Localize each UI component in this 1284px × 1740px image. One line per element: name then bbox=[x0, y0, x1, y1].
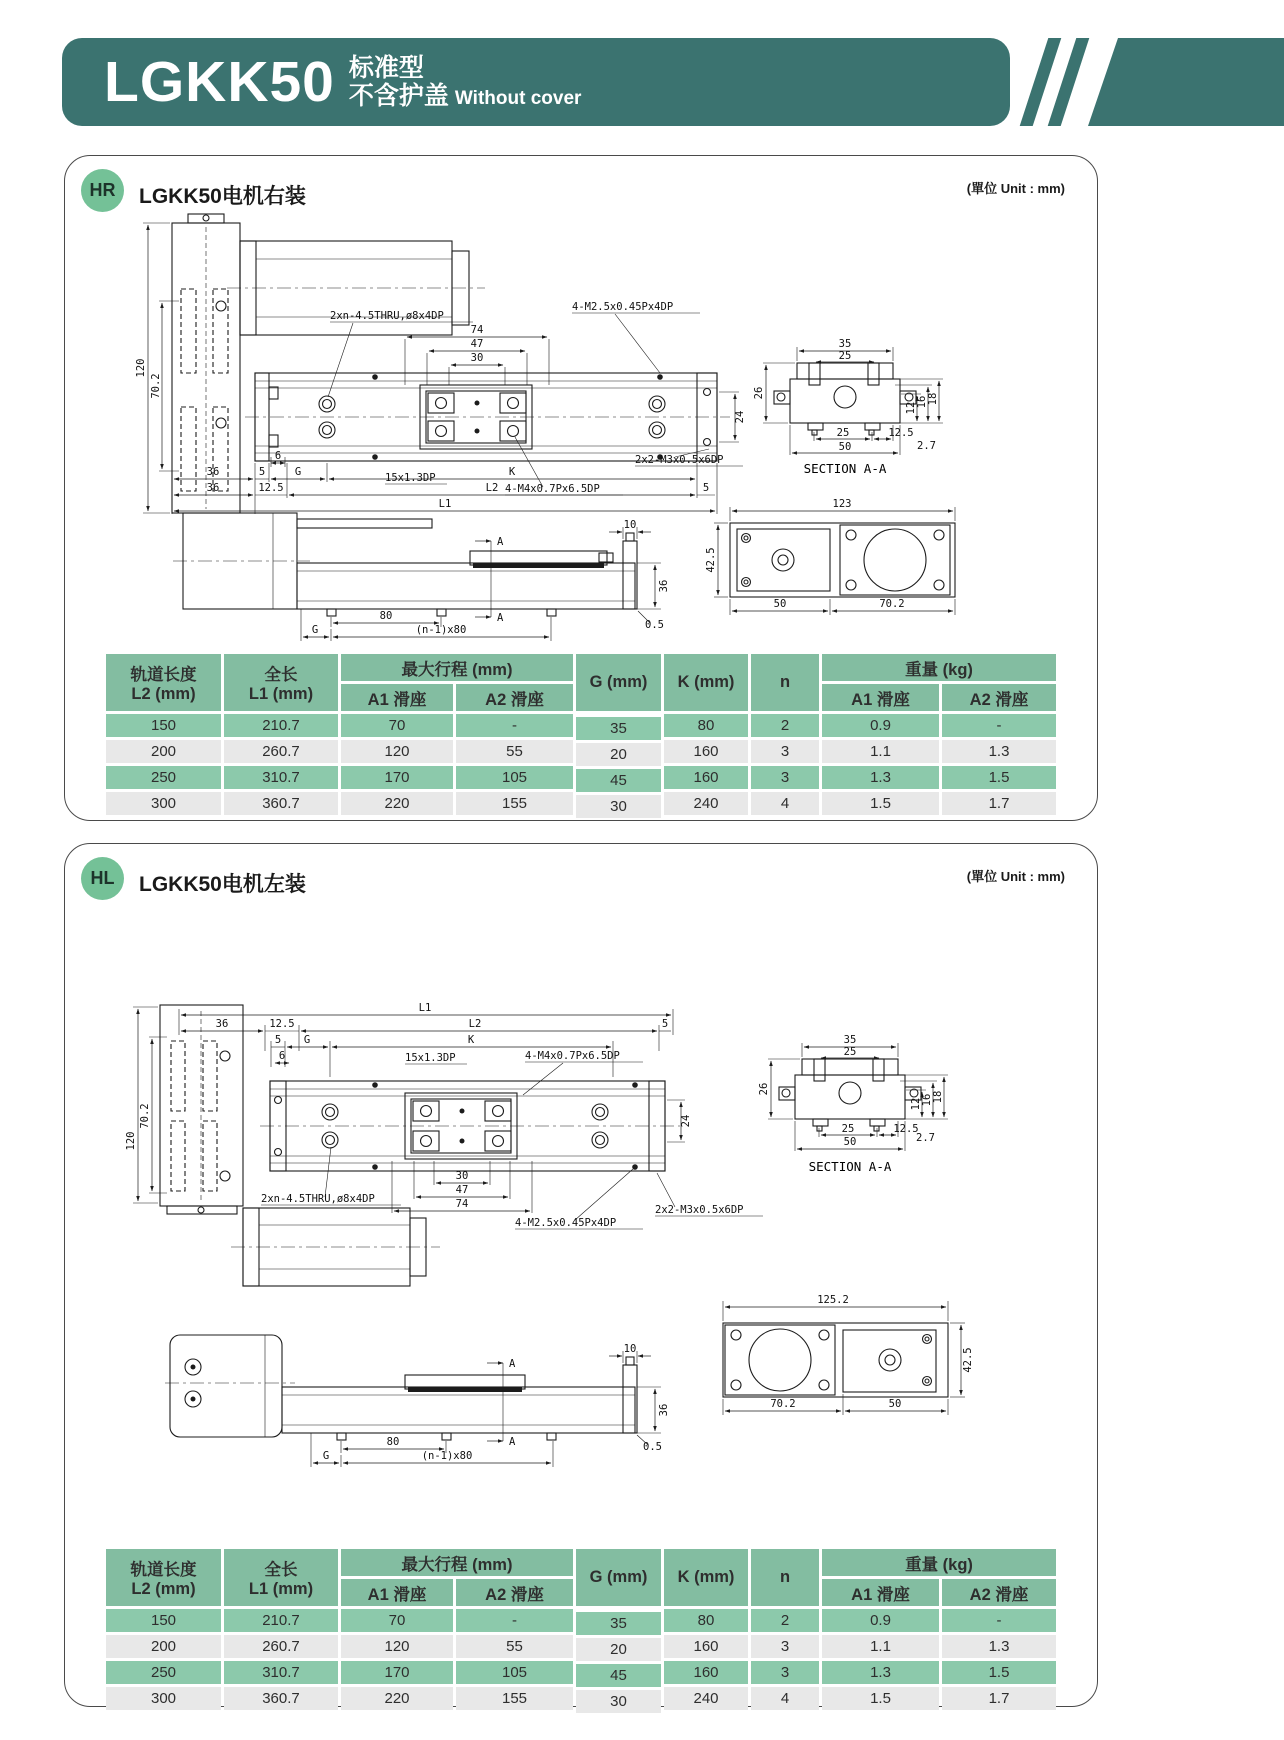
dim-label: 10 bbox=[623, 1343, 637, 1355]
thread-label: 4-M2.5x0.45Px4DP bbox=[515, 1217, 617, 1229]
table-cell: 1.5 bbox=[822, 792, 939, 815]
table-cell: 250 bbox=[106, 766, 221, 789]
thread-label: 4-M4x0.7Px6.5DP bbox=[525, 1050, 620, 1062]
dim-label: L2 bbox=[468, 1018, 482, 1030]
col-header-g: G (mm) bbox=[576, 654, 661, 711]
col-header-weight-a2: A2 滑座 bbox=[942, 684, 1056, 711]
dim-label: 25 bbox=[843, 1046, 857, 1058]
table-cell: 1.3 bbox=[822, 766, 939, 789]
table-cell: 160 bbox=[664, 1635, 748, 1658]
table-cell: 55 bbox=[456, 740, 573, 763]
dim-label: 120 bbox=[135, 358, 147, 378]
table-cell: 310.7 bbox=[224, 766, 338, 789]
dim-label: 42.5 bbox=[705, 547, 717, 573]
table-cell: 210.7 bbox=[224, 1609, 338, 1632]
col-header-total-length: 全长 L1 (mm) bbox=[224, 1549, 338, 1606]
thread-label: 4-M4x0.7Px6.5DP bbox=[505, 483, 600, 495]
section-arrow-label: A bbox=[509, 1436, 516, 1448]
table-cell: 80 bbox=[664, 714, 748, 737]
col-header-weight: 重量 (kg) bbox=[822, 1549, 1056, 1576]
dim-label: 2.7 bbox=[917, 440, 936, 452]
dim-label: 50 bbox=[773, 598, 787, 610]
dim-label: (n-1)x80 bbox=[415, 624, 467, 636]
dim-label: 12.5 bbox=[258, 482, 284, 494]
hl-technical-drawing bbox=[75, 1001, 1085, 1471]
table-cell: 1.3 bbox=[942, 1635, 1056, 1658]
dim-label: 123 bbox=[832, 498, 852, 510]
dim-label: 35 bbox=[838, 338, 852, 350]
table-cell: - bbox=[942, 714, 1056, 737]
table-cell: 20 bbox=[576, 1638, 661, 1661]
col-header-a1-slider: A1 滑座 bbox=[341, 1579, 453, 1606]
dim-label: 25 bbox=[836, 427, 850, 439]
dim-label: G bbox=[322, 1450, 330, 1462]
table-cell: 300 bbox=[106, 792, 221, 815]
table-cell: 170 bbox=[341, 1661, 453, 1684]
col-header-track-length: 轨道长度 L2 (mm) bbox=[106, 654, 221, 711]
table-cell: 3 bbox=[751, 1661, 819, 1684]
thread-label: 2xn-4.5THRU,ø8x4DP bbox=[330, 310, 444, 322]
thread-label: 4-M2.5x0.45Px4DP bbox=[572, 301, 674, 313]
col-header-total-length: 全长 L1 (mm) bbox=[224, 654, 338, 711]
dim-label: 16 bbox=[916, 395, 928, 409]
table-cell: 360.7 bbox=[224, 792, 338, 815]
dim-label: 80 bbox=[379, 610, 393, 622]
dim-label: 5 bbox=[702, 482, 710, 494]
dim-label: 24 bbox=[734, 410, 746, 424]
hl-spec-table bbox=[103, 1546, 1059, 1713]
thread-label: 2x2-M3x0.5x6DP bbox=[635, 454, 724, 466]
table-cell: 260.7 bbox=[224, 1635, 338, 1658]
thread-label: 2xn-4.5THRU,ø8x4DP bbox=[261, 1193, 375, 1205]
dim-label: 0.5 bbox=[643, 1441, 662, 1453]
table-cell: 1.1 bbox=[822, 1635, 939, 1658]
table-cell: 1.5 bbox=[822, 1687, 939, 1710]
table-cell: 105 bbox=[456, 766, 573, 789]
dim-label: 50 bbox=[843, 1136, 857, 1148]
dim-label: 120 bbox=[125, 1131, 137, 1151]
dim-label: 12 bbox=[910, 1097, 922, 1111]
hr-spec-table bbox=[103, 651, 1059, 818]
header-banner bbox=[62, 38, 1010, 126]
col-header-a2-slider: A2 滑座 bbox=[456, 1579, 573, 1606]
table-cell: 120 bbox=[341, 740, 453, 763]
dim-label: K bbox=[508, 466, 516, 478]
table-cell: - bbox=[456, 714, 573, 737]
table-cell: 55 bbox=[456, 1635, 573, 1658]
dim-label: G bbox=[294, 466, 302, 478]
dim-label: L1 bbox=[418, 1002, 432, 1014]
dim-label: L1 bbox=[438, 498, 452, 510]
dim-label: 5 bbox=[258, 466, 266, 478]
dim-label: 36 bbox=[215, 1018, 229, 1030]
col-header-weight: 重量 (kg) bbox=[822, 654, 1056, 681]
thread-label: 15x1.3DP bbox=[405, 1052, 456, 1064]
hl-section-aa bbox=[758, 1034, 948, 1174]
dim-label: 12 bbox=[905, 401, 917, 415]
col-header-a1-slider: A1 滑座 bbox=[341, 684, 453, 711]
table-cell: 220 bbox=[341, 792, 453, 815]
col-header-n: n bbox=[751, 654, 819, 711]
unit-note: (單位 Unit : mm) bbox=[966, 181, 1065, 196]
table-row bbox=[106, 740, 1056, 763]
table-cell: 70 bbox=[341, 1609, 453, 1632]
section-arrow-label: A bbox=[497, 612, 504, 624]
table-cell: 1.3 bbox=[822, 1661, 939, 1684]
dim-label: 25 bbox=[838, 350, 852, 362]
dim-label: 70.2 bbox=[150, 373, 162, 399]
dim-label: 36 bbox=[658, 579, 670, 593]
hl-side-view bbox=[165, 1335, 670, 1467]
hl-plan-view bbox=[723, 1294, 974, 1415]
col-header-n: n bbox=[751, 1549, 819, 1606]
dim-label: 12.5 bbox=[888, 427, 914, 439]
table-cell: 1.3 bbox=[942, 740, 1056, 763]
dim-label: 36 bbox=[206, 466, 220, 478]
dim-label: 25 bbox=[841, 1123, 855, 1135]
col-header-k: K (mm) bbox=[664, 654, 748, 711]
table-row bbox=[106, 792, 1056, 815]
hr-carriage-dims bbox=[405, 324, 549, 385]
col-header-weight-a2: A2 滑座 bbox=[942, 1579, 1056, 1606]
dim-label: L2 bbox=[485, 482, 499, 494]
dim-label: 47 bbox=[455, 1184, 469, 1196]
hr-rail-top-view bbox=[245, 373, 730, 461]
dim-label: G bbox=[311, 624, 319, 636]
table-row bbox=[106, 1687, 1056, 1710]
dim-label: 0.5 bbox=[645, 619, 664, 631]
panel-hr-title: LGKK50电机右装 bbox=[139, 185, 306, 208]
table-cell: 210.7 bbox=[224, 714, 338, 737]
table-cell: 30 bbox=[576, 795, 661, 818]
table-cell: 150 bbox=[106, 714, 221, 737]
dim-label: 70.2 bbox=[770, 1398, 796, 1410]
section-title: SECTION A-A bbox=[803, 461, 887, 476]
table-cell: - bbox=[456, 1609, 573, 1632]
table-cell: 1.1 bbox=[822, 740, 939, 763]
table-cell: 1.5 bbox=[942, 1661, 1056, 1684]
dim-label: 74 bbox=[470, 324, 484, 336]
table-cell: 30 bbox=[576, 1690, 661, 1713]
dim-label: 30 bbox=[455, 1170, 469, 1182]
table-row bbox=[106, 1609, 1056, 1632]
product-name: LGKK50 bbox=[104, 49, 335, 114]
table-cell: 120 bbox=[341, 1635, 453, 1658]
dim-label: 50 bbox=[838, 441, 852, 453]
col-header-g: G (mm) bbox=[576, 1549, 661, 1606]
hl-rail-top-view bbox=[260, 1081, 692, 1171]
dim-label: 36 bbox=[658, 1403, 670, 1417]
badge-hr: HR bbox=[81, 169, 124, 212]
product-cover-label bbox=[349, 82, 582, 110]
dim-label: 26 bbox=[753, 386, 765, 400]
table-cell: 80 bbox=[664, 1609, 748, 1632]
table-cell: - bbox=[942, 1609, 1056, 1632]
col-header-track-length: 轨道长度 L2 (mm) bbox=[106, 1549, 221, 1606]
table-cell: 4 bbox=[751, 792, 819, 815]
panel-hr bbox=[64, 155, 1098, 821]
dim-label: 36 bbox=[206, 482, 220, 494]
table-row bbox=[106, 714, 1056, 737]
table-cell: 45 bbox=[576, 769, 661, 792]
table-cell: 200 bbox=[106, 740, 221, 763]
dim-label: 5 bbox=[661, 1018, 669, 1030]
dim-label: 6 bbox=[274, 450, 282, 462]
hl-table-body bbox=[106, 1609, 1056, 1710]
table-cell: 155 bbox=[456, 792, 573, 815]
dim-label: 18 bbox=[927, 392, 939, 406]
table-cell: 35 bbox=[576, 717, 661, 740]
dim-label: 10 bbox=[623, 519, 637, 531]
table-cell: 160 bbox=[664, 766, 748, 789]
table-cell: 0.9 bbox=[822, 1609, 939, 1632]
thread-label: 2x2-M3x0.5x6DP bbox=[655, 1204, 744, 1216]
table-cell: 260.7 bbox=[224, 740, 338, 763]
hr-technical-drawing bbox=[75, 211, 1085, 643]
table-cell: 160 bbox=[664, 740, 748, 763]
dim-label: (n-1)x80 bbox=[421, 1450, 473, 1462]
col-header-weight-a1: A1 滑座 bbox=[822, 1579, 939, 1606]
table-cell: 2 bbox=[751, 1609, 819, 1632]
table-cell: 3 bbox=[751, 1635, 819, 1658]
table-cell: 1.5 bbox=[942, 766, 1056, 789]
dim-label: 2.7 bbox=[916, 1132, 935, 1144]
dim-label: 35 bbox=[843, 1034, 857, 1046]
table-cell: 200 bbox=[106, 1635, 221, 1658]
dim-label: 12.5 bbox=[893, 1123, 919, 1135]
dim-label: 125.2 bbox=[817, 1294, 849, 1306]
dim-label: 12.5 bbox=[269, 1018, 295, 1030]
table-row bbox=[106, 1635, 1056, 1658]
table-cell: 150 bbox=[106, 1609, 221, 1632]
dim-label: 5 bbox=[274, 1034, 282, 1046]
thread-label: 15x1.3DP bbox=[385, 472, 436, 484]
section-arrow-label: A bbox=[497, 536, 504, 548]
table-cell: 3 bbox=[751, 740, 819, 763]
dim-label: 42.5 bbox=[962, 1347, 974, 1373]
table-cell: 240 bbox=[664, 792, 748, 815]
section-arrow-label: A bbox=[509, 1358, 516, 1370]
table-row bbox=[106, 766, 1056, 789]
dim-label: 26 bbox=[758, 1082, 770, 1096]
col-header-max-stroke: 最大行程 (mm) bbox=[341, 1549, 573, 1576]
cover-label-cn: 不含护盖 bbox=[348, 82, 449, 110]
dim-label: 70.2 bbox=[879, 598, 905, 610]
dim-label: 16 bbox=[921, 1093, 933, 1107]
product-type-label: 标准型 bbox=[348, 54, 424, 82]
table-cell: 2 bbox=[751, 714, 819, 737]
dim-label: 80 bbox=[386, 1436, 400, 1448]
dim-label: 47 bbox=[470, 338, 484, 350]
dim-label: 24 bbox=[680, 1114, 692, 1128]
table-cell: 310.7 bbox=[224, 1661, 338, 1684]
table-cell: 105 bbox=[456, 1661, 573, 1684]
table-cell: 160 bbox=[664, 1661, 748, 1684]
decor-endblock bbox=[1088, 38, 1284, 126]
badge-hl: HL bbox=[81, 857, 124, 900]
table-cell: 220 bbox=[341, 1687, 453, 1710]
col-header-k: K (mm) bbox=[664, 1549, 748, 1606]
col-header-max-stroke: 最大行程 (mm) bbox=[341, 654, 573, 681]
dim-label: 50 bbox=[888, 1398, 902, 1410]
table-cell: 70 bbox=[341, 714, 453, 737]
dim-label: K bbox=[467, 1034, 475, 1046]
dim-label: 70.2 bbox=[139, 1103, 151, 1129]
panel-hl-title: LGKK50电机左装 bbox=[139, 873, 306, 896]
hr-leader-labels bbox=[328, 301, 746, 495]
unit-note: (單位 Unit : mm) bbox=[966, 869, 1065, 884]
table-cell: 1.7 bbox=[942, 792, 1056, 815]
table-cell: 300 bbox=[106, 1687, 221, 1710]
table-cell: 45 bbox=[576, 1664, 661, 1687]
table-row bbox=[106, 1661, 1056, 1684]
table-cell: 3 bbox=[751, 766, 819, 789]
col-header-weight-a1: A1 滑座 bbox=[822, 684, 939, 711]
table-cell: 4 bbox=[751, 1687, 819, 1710]
table-cell: 35 bbox=[576, 1612, 661, 1635]
table-cell: 360.7 bbox=[224, 1687, 338, 1710]
table-cell: 250 bbox=[106, 1661, 221, 1684]
table-cell: 170 bbox=[341, 766, 453, 789]
dim-label: 30 bbox=[470, 352, 484, 364]
section-title: SECTION A-A bbox=[808, 1159, 892, 1174]
table-cell: 240 bbox=[664, 1687, 748, 1710]
dim-label: 18 bbox=[932, 1090, 944, 1104]
dim-label: G bbox=[303, 1034, 311, 1046]
hr-side-view bbox=[173, 513, 670, 641]
table-cell: 1.7 bbox=[942, 1687, 1056, 1710]
table-cell: 155 bbox=[456, 1687, 573, 1710]
cover-label-en: Without cover bbox=[454, 88, 582, 109]
product-subtitle bbox=[349, 54, 582, 110]
hr-plan-view bbox=[705, 498, 955, 615]
table-cell: 0.9 bbox=[822, 714, 939, 737]
table-cell: 20 bbox=[576, 743, 661, 766]
dim-label: 6 bbox=[278, 1050, 286, 1062]
dim-label: 74 bbox=[455, 1198, 469, 1210]
hr-section-aa bbox=[753, 338, 943, 476]
hr-table-body bbox=[106, 714, 1056, 815]
hr-bracket bbox=[135, 214, 240, 513]
col-header-a2-slider: A2 滑座 bbox=[456, 684, 573, 711]
panel-hl bbox=[64, 843, 1098, 1710]
